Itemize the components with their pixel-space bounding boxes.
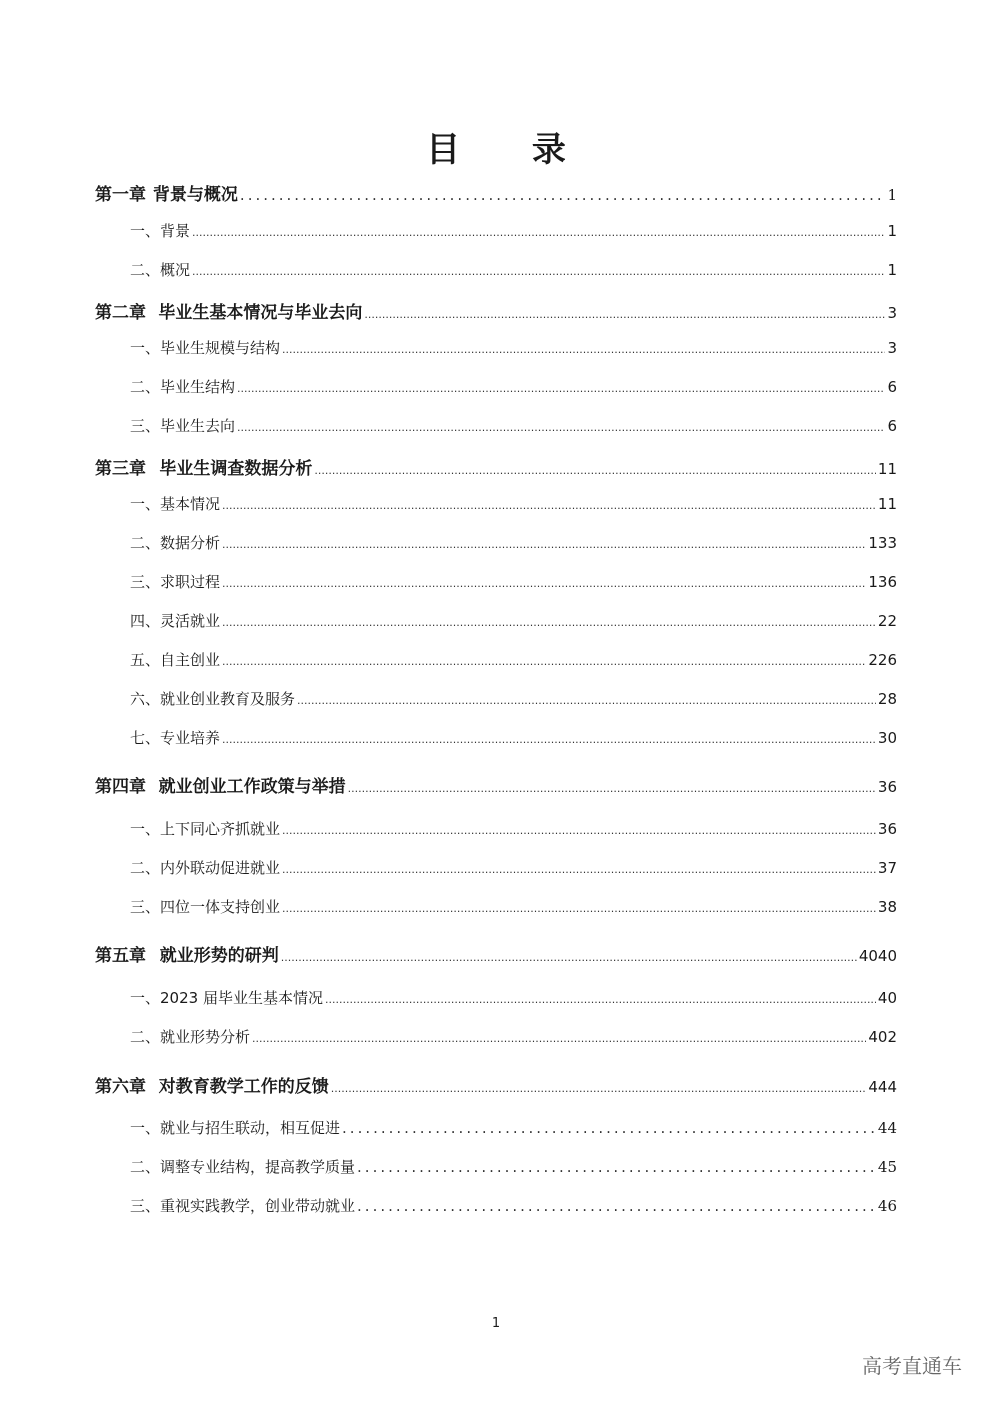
toc-dot-leader	[237, 382, 885, 395]
toc-entry-label: 上下同心齐抓就业	[160, 820, 281, 838]
toc-dot-leader	[281, 951, 857, 964]
toc-entry-page: 444	[868, 1078, 897, 1096]
toc-entry-label: 就业创业教育及服务	[160, 690, 296, 708]
toc-dot-leader	[282, 863, 876, 876]
toc-entry-number: 五、	[130, 651, 161, 669]
toc-chapter-entry[interactable]	[95, 298, 897, 323]
toc-entry-page: 36	[877, 820, 897, 838]
toc-entry-label: 调整专业结构，提高教学质量	[160, 1158, 356, 1176]
toc-section-entry[interactable]	[130, 896, 897, 917]
toc-entry-number: 七、	[130, 729, 161, 747]
toc-entry-page: 30	[877, 729, 897, 747]
toc-section-entry[interactable]	[130, 415, 897, 436]
toc-entry-label: 专业培养	[160, 729, 221, 747]
toc-entry-number: 二、	[130, 1158, 161, 1176]
toc-dot-leader	[222, 655, 866, 668]
toc-entry-page: 1	[887, 222, 897, 240]
toc-dot-leader	[364, 308, 885, 321]
toc-entry-number: 三、	[130, 417, 161, 435]
toc-dot-leader	[252, 1032, 866, 1045]
toc-entry-label: 灵活就业	[160, 612, 221, 630]
toc-entry-number: 第五章	[95, 946, 146, 966]
toc-entry-label: 自主创业	[160, 651, 221, 669]
toc-entry-page: 44	[877, 1119, 897, 1137]
toc-dot-leader	[192, 265, 885, 278]
toc-entry-number: 一、	[130, 820, 161, 838]
toc-section-entry[interactable]	[130, 688, 897, 709]
toc-dot-leader	[357, 1197, 876, 1215]
toc-entry-page: 6	[887, 417, 897, 435]
toc-entry-label: 重视实践教学，创业带动就业	[160, 1197, 356, 1215]
toc-dot-leader	[222, 733, 876, 746]
toc-entry-number: 二、	[130, 378, 161, 396]
toc-entry-label: 求职过程	[160, 573, 221, 591]
toc-dot-leader	[282, 902, 876, 915]
toc-section-entry[interactable]	[130, 259, 897, 280]
toc-section-entry[interactable]	[130, 727, 897, 748]
toc-dot-leader	[282, 824, 876, 837]
toc-entry-page: 133	[868, 534, 897, 552]
toc-entry-label: 就业形势分析	[160, 1028, 251, 1046]
toc-entry-number: 六、	[130, 690, 161, 708]
toc-dot-leader	[222, 499, 876, 512]
toc-section-entry[interactable]	[130, 987, 897, 1008]
toc-dot-leader	[282, 343, 885, 356]
toc-entry-label: 对教育教学工作的反馈	[158, 1077, 329, 1097]
toc-entry-number: 三、	[130, 898, 161, 916]
toc-dot-leader	[297, 694, 876, 707]
toc-dot-leader	[357, 1158, 876, 1176]
toc-entry-page: 1	[887, 186, 897, 204]
toc-dot-leader	[192, 226, 885, 239]
toc-entry-label: 就业形势的研判	[159, 946, 279, 966]
toc-entry-page: 226	[868, 651, 897, 669]
toc-section-entry[interactable]	[130, 532, 897, 553]
toc-entry-number: 第四章	[95, 777, 146, 797]
toc-entry-page: 40	[877, 989, 897, 1007]
toc-title: 目 录	[426, 130, 596, 170]
toc-entry-label: 毕业生调查数据分析	[159, 459, 313, 479]
toc-entry-label: 内外联动促进就业	[160, 859, 281, 877]
toc-dot-leader	[237, 421, 885, 434]
toc-entry-label: 毕业生结构	[160, 378, 236, 396]
toc-section-entry[interactable]	[130, 493, 897, 514]
toc-entry-label: 毕业生去向	[160, 417, 236, 435]
toc-entry-label: 背景与概况	[152, 185, 238, 205]
toc-entry-number: 一、	[130, 1119, 161, 1137]
toc-entry-label: 背景	[160, 222, 191, 240]
toc-entry-page: 22	[877, 612, 897, 630]
toc-entry-number: 第一章	[95, 185, 146, 205]
toc-entry-number: 三、	[130, 1197, 161, 1215]
toc-section-entry[interactable]	[130, 337, 897, 358]
toc-entry-number: 二、	[130, 261, 161, 279]
toc-entry-label: 概况	[160, 261, 191, 279]
toc-entry-label: 毕业生基本情况与毕业去向	[158, 303, 363, 323]
toc-entry-number: 第三章	[95, 459, 146, 479]
toc-section-entry[interactable]	[130, 1026, 897, 1047]
toc-section-entry[interactable]	[130, 649, 897, 670]
toc-entry-label: 四位一体支持创业	[160, 898, 281, 916]
toc-entry-number: 四、	[130, 612, 161, 630]
toc-entry-number: 一、	[130, 222, 161, 240]
toc-entry-number: 二、	[130, 1028, 161, 1046]
toc-section-entry[interactable]	[130, 1156, 897, 1177]
toc-entry-page: 3	[887, 339, 897, 357]
toc-entry-page: 38	[877, 898, 897, 916]
toc-chapter-entry[interactable]	[95, 772, 897, 797]
toc-entry-number: 一、	[130, 495, 161, 513]
toc-entry-page: 11	[877, 495, 897, 513]
toc-entry-page: 28	[877, 690, 897, 708]
page-number: 1	[491, 1316, 501, 1331]
toc-dot-leader	[325, 993, 876, 1006]
toc-entry-number: 二、	[130, 859, 161, 877]
toc-entry-label: 就业创业工作政策与举措	[158, 777, 346, 797]
toc-entry-number: 一、	[130, 339, 161, 357]
toc-chapter-entry[interactable]	[95, 454, 897, 479]
toc-entry-label: 基本情况	[160, 495, 221, 513]
toc-chapter-entry[interactable]	[95, 1072, 897, 1097]
toc-entry-label: 数据分析	[160, 534, 221, 552]
toc-entry-page: 6	[887, 378, 897, 396]
toc-entry-page: 136	[868, 573, 897, 591]
toc-entry-page: 46	[877, 1197, 897, 1215]
toc-entry-number: 二、	[130, 534, 161, 552]
toc-entry-page: 45	[877, 1158, 897, 1176]
toc-dot-leader	[222, 616, 876, 629]
toc-entry-page: 37	[877, 859, 897, 877]
toc-chapter-entry[interactable]	[95, 941, 897, 966]
toc-dot-leader	[240, 186, 886, 204]
toc-section-entry[interactable]	[130, 376, 897, 397]
toc-chapter-entry[interactable]	[95, 180, 897, 205]
toc-entry-page: 36	[877, 778, 897, 796]
toc-section-entry[interactable]	[130, 1195, 897, 1216]
toc-dot-leader	[222, 577, 866, 590]
toc-section-entry[interactable]	[130, 818, 897, 839]
toc-entry-label: 就业与招生联动，相互促进	[160, 1119, 341, 1137]
toc-dot-leader	[342, 1119, 876, 1137]
toc-entry-number: 第二章	[95, 303, 146, 323]
toc-dot-leader	[348, 782, 876, 795]
toc-entry-page: 402	[868, 1028, 897, 1046]
toc-section-entry[interactable]	[130, 571, 897, 592]
toc-entry-label: 2023 届毕业生基本情况	[160, 989, 323, 1007]
toc-dot-leader	[331, 1082, 867, 1095]
toc-entry-number: 一、	[130, 989, 161, 1007]
toc-entry-label: 毕业生规模与结构	[160, 339, 281, 357]
toc-entry-page: 4040	[858, 947, 897, 965]
toc-dot-leader	[314, 464, 876, 477]
toc-entry-number: 三、	[130, 573, 161, 591]
toc-entry-page: 11	[877, 460, 897, 478]
toc-section-entry[interactable]	[130, 1117, 897, 1138]
toc-section-entry[interactable]	[130, 857, 897, 878]
watermark: 高考直通车	[862, 1354, 962, 1378]
toc-entry-page: 3	[887, 304, 897, 322]
toc-entry-page: 1	[887, 261, 897, 279]
toc-section-entry[interactable]	[130, 610, 897, 631]
toc-section-entry[interactable]	[130, 220, 897, 241]
toc-entry-number: 第六章	[95, 1077, 146, 1097]
toc-dot-leader	[222, 538, 866, 551]
